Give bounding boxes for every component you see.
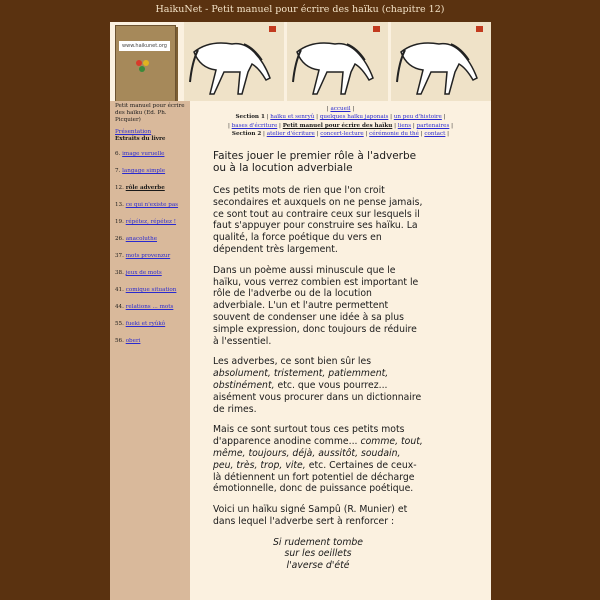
sidebar-item-link[interactable]: fueki et ryûkô (125, 321, 166, 327)
nav-contact[interactable]: contact (424, 131, 446, 138)
sidebar-item[interactable]: 19. répétez, répétez ! (115, 219, 177, 225)
sidebar-item[interactable]: 7. langage simple (115, 168, 166, 174)
sidebar-item-link[interactable]: image vuruelle (122, 151, 165, 157)
sidebar-item-link[interactable]: oberi (125, 338, 141, 344)
website-label: www.haikunet.org (119, 41, 170, 51)
paragraph-3: Les adverbes, ce sont bien sûr les absolument, tristement, patiemment, obstinément, etc. que vous pourrez... aisément vous procurer dans un dictionnaire de rimes. (213, 356, 422, 415)
poem-line: l'averse d'été (286, 559, 350, 571)
nav-petit-manuel[interactable]: Petit manuel pour écrire des haïku (282, 122, 393, 129)
page-title: HaikuNet - Petit manuel pour écrire des haïku (chapitre 12) (155, 4, 445, 15)
haiku-poem (213, 537, 423, 572)
sidebar-item-link[interactable]: ce qui n'existe pas (125, 202, 179, 208)
nav-histoire[interactable]: un peu d'histoire (393, 114, 442, 121)
section-1-label: Section 1 (235, 114, 265, 121)
sidebar-item-link[interactable]: relations ... mots (125, 304, 174, 310)
sidebar-item[interactable]: 13. ce qui n'existe pas (115, 202, 179, 208)
nav-accueil[interactable]: accueil (330, 106, 351, 112)
nav-partenaires[interactable]: partenaires (416, 122, 450, 129)
paragraph-1: Ces petits mots de rien que l'on croit secondaires et auxquels on ne pense jamais, ce sont tout au contraire ceux sur lesquels il faut s'appuyer pour construire ses haïku. La qualité, la force poétique du vers en dépendent très largement. (213, 185, 423, 255)
logo-dots-icon (136, 60, 156, 72)
poem-line: Si rudement tombe (272, 536, 364, 548)
banner (110, 22, 491, 101)
paragraph-2: Dans un poème aussi minuscule que le haïku, vous verrez combien est important le rôle de l'adverbe ou de la locution adverbiale. L'un et l'autre permettent souvent de condenser une idée à sa plus simple expression, donc toujours de réduire à l'essentiel. (213, 264, 419, 347)
sidebar-item[interactable]: 56. oberi (115, 338, 141, 344)
section-2-label: Section 2 (231, 131, 262, 138)
sidebar-item-link[interactable]: mots provenzur (125, 253, 171, 259)
sidebar-item-link[interactable]: langage simple (122, 168, 166, 174)
paragraph-5: Voici un haïku signé Sampû (R. Munier) et dans lequel l'adverbe sert à renforcer : (213, 504, 408, 527)
top-navigation: | accueil | Section 1 | haïku et senryû | quelques haïku japonais | un peu d'histoire | | bases d'écriture | Petit manuel pour écrire des haïku | liens | partenaires | Section 2 | atelier d'écriture | concert-lecture | cérémonie du thé | contact | (227, 106, 453, 138)
extracts-heading: Extraits du livre (115, 136, 166, 142)
sidebar-item[interactable]: 6. image vuruelle (115, 151, 165, 157)
sidebar-book-title: Petit manuel pour écrire des haïku (Ed. Ph. Picquier) (115, 103, 185, 123)
book-cover-image[interactable] (115, 25, 176, 102)
sidebar-item-link[interactable]: comique situation (125, 287, 177, 293)
sidebar-item-current[interactable]: 12. rôle adverbe (115, 185, 165, 191)
chapter-list (110, 151, 190, 355)
sidebar-item-link[interactable]: rôle adverbe (125, 185, 165, 191)
nav-atelier[interactable]: atelier d'écriture (266, 131, 315, 138)
article-title: Faites jouer le premier rôle à l'adverbe ou à la locution adverbiale (213, 150, 417, 174)
sidebar-item-link[interactable]: jeux de mots (125, 270, 162, 276)
nav-concert-lecture[interactable]: concert-lecture (320, 131, 364, 138)
sidebar-item-link[interactable]: anacoluthe (125, 236, 158, 242)
sidebar-item[interactable]: 41. comique situation (115, 287, 177, 293)
sidebar-item[interactable]: 55. fueki et ryûkô (115, 321, 166, 327)
horse-painting-3 (391, 22, 491, 101)
sidebar-item[interactable]: 26. anacoluthe (115, 236, 158, 242)
presentation-link[interactable]: Présentation (115, 129, 152, 135)
nav-ceremonie-the[interactable]: cérémonie du thé (369, 131, 419, 138)
horse-painting-2 (287, 22, 387, 101)
sidebar-item-link[interactable]: répétez, répétez ! (125, 219, 177, 225)
poem-line: sur les oeillets (284, 548, 352, 560)
horse-painting-1 (184, 22, 284, 101)
nav-bases-ecriture[interactable]: bases d'écriture (231, 122, 278, 129)
sidebar-item[interactable]: 38. jeux de mots (115, 270, 162, 276)
nav-liens[interactable]: liens (397, 122, 412, 129)
content-frame (110, 22, 491, 600)
nav-haiku-senryu[interactable]: haïku et senryû (270, 114, 315, 121)
paragraph-4: Mais ce sont surtout tous ces petits mots d'apparence anodine comme... comme, tout, même, toujours, déjà, aussitôt, soudain, peu, très, trop, vite, etc. Certaines de ceux-là détiennent un fort potentiel de décharge émotionnelle, donc de puissance poétique. (213, 424, 423, 495)
sidebar (110, 101, 190, 600)
sidebar-item[interactable]: 44. relations ... mots (115, 304, 174, 310)
nav-haiku-japonais[interactable]: quelques haïku japonais (319, 114, 389, 121)
article (213, 150, 423, 571)
sidebar-item[interactable]: 37. mots provenzur (115, 253, 171, 259)
